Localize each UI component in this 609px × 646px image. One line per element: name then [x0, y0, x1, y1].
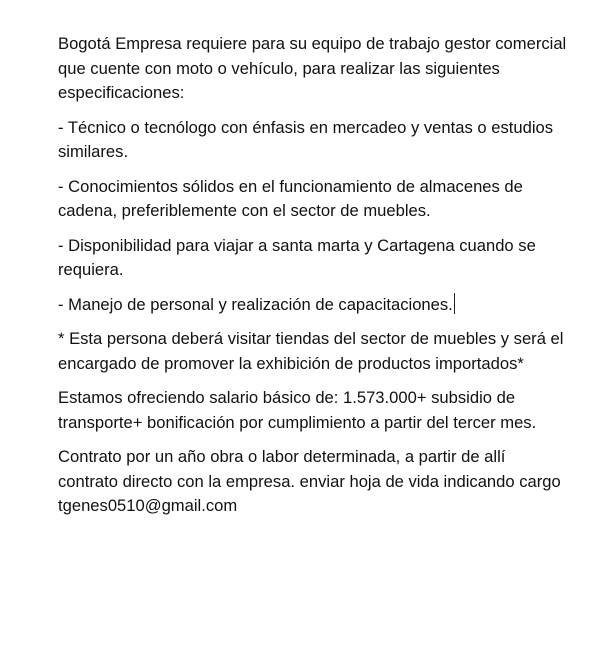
paragraph-requirement-knowledge: - Conocimientos sólidos en el funcionamiento de almacenes de cadena, preferiblemente con el sector de muebles.: [58, 176, 523, 220]
paragraph-salary: Estamos ofreciendo salario básico de: 1.573.000+ subsidio de transporte+ bonificación por cumplimiento a partir del tercer mes.: [58, 388, 537, 432]
text-cursor: [454, 293, 455, 314]
paragraph-requirement-education: - Técnico o tecnólogo con énfasis en mercadeo y ventas o estudios similares.: [58, 117, 554, 161]
paragraph-contract: Contrato por un año obra o labor determinada, a partir de allí contrato directo con la empresa. enviar hoja de vida indicando cargo tgenes0510@gmail.com: [58, 447, 561, 515]
paragraph-intro: Bogotá Empresa requiere para su equipo de trabajo gestor comercial que cuente con moto o vehículo, para realizar las siguientes especificaciones:: [58, 34, 567, 102]
paragraph-requirement-management-text: - Manejo de personal y realización de capacitaciones.: [58, 294, 453, 314]
paragraph-note: * Esta persona deberá visitar tiendas del sector de muebles y será el encargado de promover la exhibición de productos importados*: [58, 329, 564, 373]
paragraph-requirement-management: [58, 293, 569, 318]
paragraph-requirement-travel: - Disponibilidad para viajar a santa marta y Cartagena cuando se requiera.: [58, 235, 536, 279]
